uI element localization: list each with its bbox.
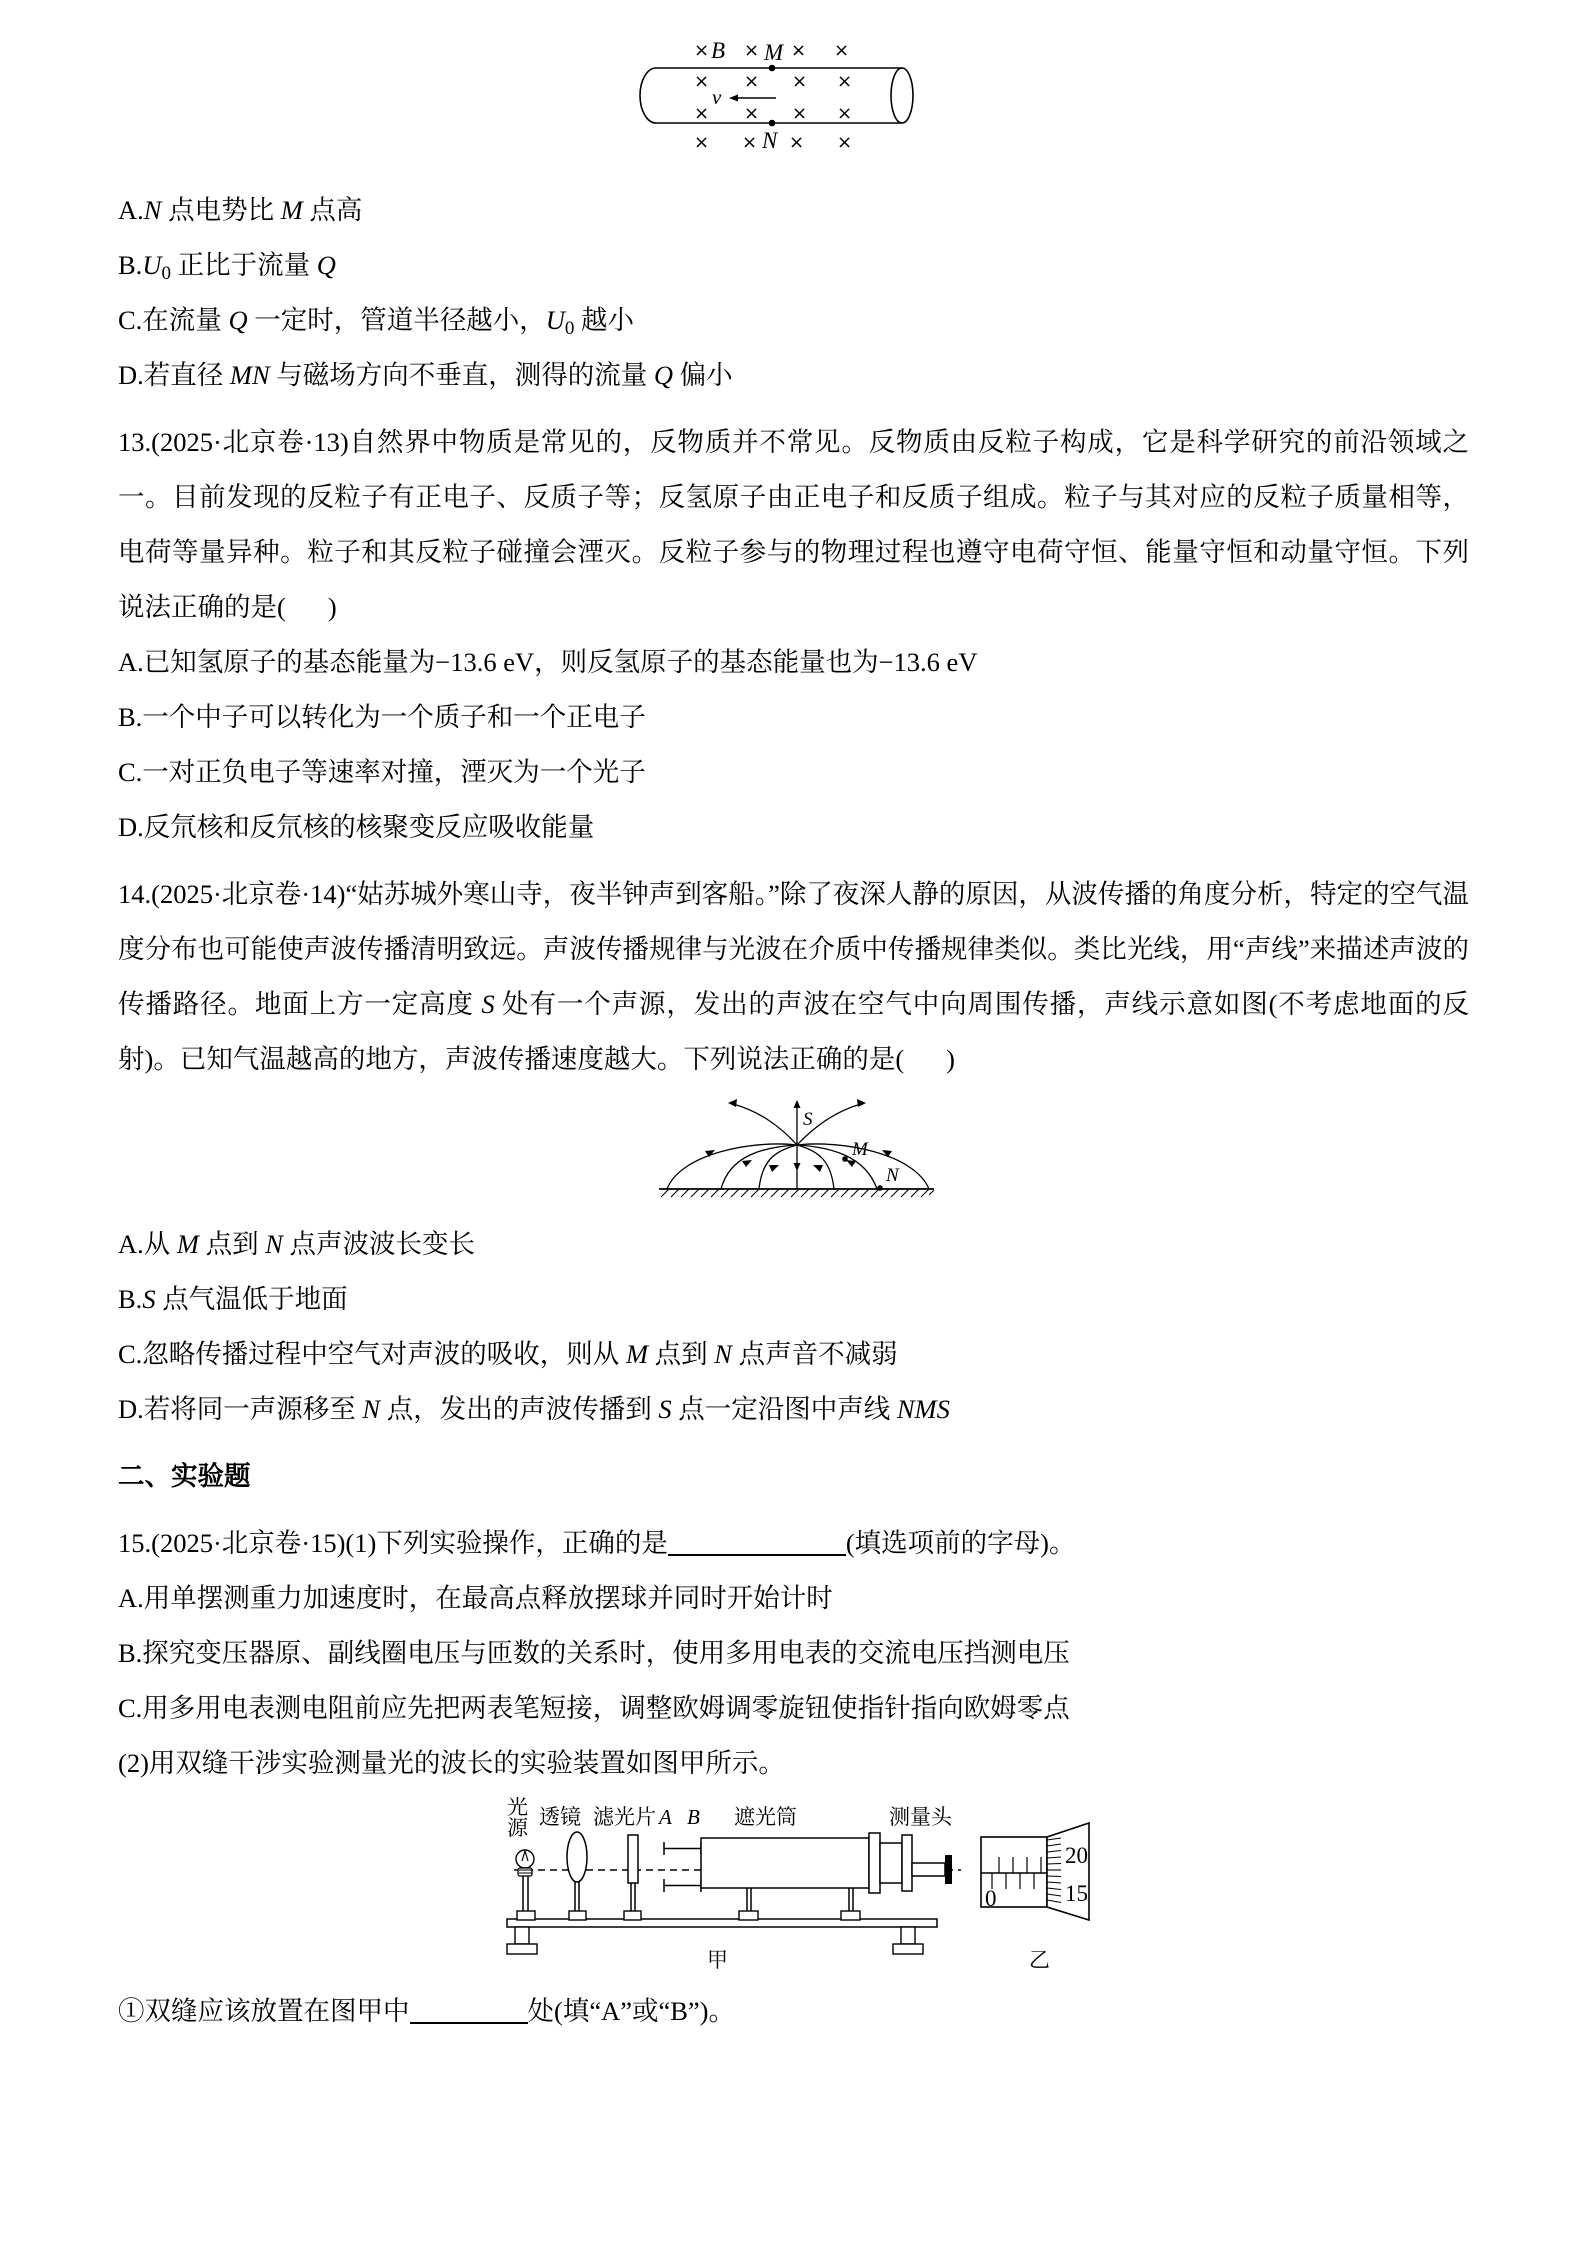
q14-body: 14.(2025·北京卷·14)“姑苏城外寒山寺，夜半钟声到客船。”除了夜深人静的原因，从波传播的角度分析，特定的空气温度分布也可能使声波传播清明致远。声波传播规律与光波在介质中传播规律类似。类比光线，用“声线”来描述声波的传播路径。地面上方一定高度 S 处有一个声源，发出的声波在空气中向周围传播，声线示意如图(不考虑地面的反射)。已知气温越高的地方，声波传播速度越大。下列说法正确的是( ) bbox=[118, 879, 1470, 1074]
q14-gap bbox=[118, 855, 1469, 867]
point-dot-n bbox=[877, 1185, 883, 1191]
sound-ray-left-3 bbox=[759, 1145, 797, 1189]
q15-prompt-suffix: (填选项前的字母)。 bbox=[845, 1528, 1076, 1558]
top-spacer bbox=[118, 0, 1469, 28]
q15-sub1-line bbox=[118, 1984, 1469, 2039]
answer-blank-2[interactable] bbox=[410, 2022, 528, 2024]
figure-sound-rays bbox=[118, 1093, 1469, 1211]
point-dot-m bbox=[768, 65, 775, 72]
sound-ray-svg bbox=[629, 1093, 959, 1211]
label-light-source: 光 bbox=[506, 1797, 528, 1819]
pipe-right-ellipse bbox=[891, 68, 913, 123]
cross-icon: × bbox=[791, 71, 807, 92]
q15-gap bbox=[118, 1504, 1469, 1516]
cross-icon: × bbox=[836, 103, 852, 124]
sound-ray-upper-left bbox=[733, 1104, 797, 1145]
cross-icon: × bbox=[836, 71, 852, 92]
q15-option-b: B.探究变压器原、副线圈电压与匝数的关系时，使用多用电表的交流电压挡测电压 bbox=[118, 1638, 1070, 1668]
label-position-b: B bbox=[686, 1805, 700, 1829]
figure-caption-yi: 乙 bbox=[1028, 1948, 1050, 1972]
cross-icon: × bbox=[693, 71, 709, 92]
label-filter: 滤光片 bbox=[592, 1805, 656, 1829]
source-label-s: S bbox=[802, 1109, 812, 1130]
ray-arrow-head bbox=[793, 1100, 800, 1108]
bench-foot-left-base bbox=[507, 1944, 537, 1954]
cross-icon: × bbox=[743, 103, 759, 124]
optical-bench-svg bbox=[489, 1797, 1099, 1972]
cross-icon: × bbox=[791, 103, 807, 124]
light-source-bulb bbox=[516, 1850, 535, 1920]
ray-arrow-head bbox=[742, 1160, 752, 1167]
cross-icon: × bbox=[790, 40, 806, 61]
sub1-gap bbox=[118, 1972, 1469, 1984]
velocity-arrow-head bbox=[729, 95, 738, 102]
cross-icon: × bbox=[788, 132, 804, 153]
q12-option-a: A.N 点电势比 M 点高 bbox=[118, 195, 363, 225]
cross-icon: × bbox=[743, 40, 759, 61]
q13-gap bbox=[118, 403, 1469, 415]
figure-gap bbox=[118, 163, 1469, 183]
ray-arrow-head bbox=[793, 1163, 800, 1171]
position-bracket-b bbox=[664, 1879, 701, 1892]
section-heading-experiment: 二、实验题 bbox=[118, 1461, 251, 1491]
light-shield-tube bbox=[701, 1838, 869, 1920]
answer-blank-1[interactable] bbox=[668, 1554, 846, 1556]
velocity-label-v: v bbox=[711, 85, 721, 109]
flowmeter-svg bbox=[584, 28, 1004, 163]
figure-flowmeter-pipe bbox=[118, 28, 1469, 163]
ray-arrow-head bbox=[857, 1099, 866, 1107]
q14-option-c: C.忽略传播过程中空气对声波的吸收，则从 M 点到 N 点声音不减弱 bbox=[118, 1339, 898, 1369]
figure-double-slit-apparatus bbox=[118, 1797, 1469, 1972]
ground-hatching bbox=[661, 1189, 934, 1197]
q13-option-a: A.已知氢原子的基态能量为−13.6 eV，则反氢原子的基态能量也为−13.6 eV bbox=[118, 647, 978, 677]
label-position-a: A bbox=[658, 1805, 672, 1829]
q15-option-a: A.用单摆测重力加速度时，在最高点释放摆球并同时开始计时 bbox=[118, 1583, 833, 1613]
label-shield-tube: 遮光筒 bbox=[733, 1805, 797, 1829]
label-light-source-2: 源 bbox=[506, 1816, 528, 1840]
figure-caption-jia: 甲 bbox=[706, 1948, 728, 1972]
bench-foot-right-base bbox=[893, 1944, 923, 1954]
cross-icon: × bbox=[693, 103, 709, 124]
cross-icon: × bbox=[836, 132, 852, 153]
point-label-n: N bbox=[761, 128, 777, 153]
label-measuring-head: 测量头 bbox=[888, 1805, 952, 1829]
q15-sub1-prefix: ①双缝应该放置在图甲中 bbox=[118, 1996, 410, 2026]
q15-option-c: C.用多用电表测电阻前应先把两表笔短接，调整欧姆调零旋钮使指针指向欧姆零点 bbox=[118, 1693, 1070, 1723]
q14-option-d: D.若将同一声源移至 N 点，发出的声波传播到 S 点一定沿图中声线 NMS bbox=[118, 1394, 950, 1424]
field-label-b: B bbox=[710, 38, 725, 63]
point-label-m: M bbox=[763, 40, 783, 65]
label-lens: 透镜 bbox=[538, 1805, 581, 1829]
cross-icon: × bbox=[833, 40, 849, 61]
q13-option-d: D.反氘核和反氘核的核聚变反应吸收能量 bbox=[118, 812, 595, 842]
filter-element bbox=[624, 1835, 641, 1920]
point-label-m: M bbox=[851, 1139, 868, 1160]
point-label-n: N bbox=[885, 1165, 899, 1186]
q14-option-a: A.从 M 点到 N 点声波波长变长 bbox=[118, 1229, 476, 1259]
point-dot-n bbox=[768, 120, 775, 127]
cross-icon: × bbox=[741, 132, 757, 153]
ray-arrow-head bbox=[728, 1099, 737, 1107]
bench-foot-right-post bbox=[901, 1927, 915, 1944]
q12-option-c: C.在流量 Q 一定时，管道半径越小，$U_0$ 越小 bbox=[118, 305, 635, 339]
q12-option-d: D.若直径 MN 与磁场方向不垂直，测得的流量 Q 偏小 bbox=[118, 360, 733, 390]
micrometer-scale bbox=[981, 1823, 1089, 1972]
q15-prompt-text: 15.(2025·北京卷·15)(1)下列实验操作，正确的是 bbox=[118, 1528, 668, 1558]
section2-gap bbox=[118, 1437, 1469, 1449]
ray-arrow-head bbox=[846, 1160, 856, 1167]
q14-option-b: B.S 点气温低于地面 bbox=[118, 1284, 348, 1314]
q13-option-c: C.一对正负电子等速率对撞，湮灭为一个光子 bbox=[118, 757, 646, 787]
ray-arrow-head bbox=[813, 1165, 823, 1172]
q15-part2-line: (2)用双缝干涉实验测量光的波长的实验装置如图甲所示。 bbox=[118, 1748, 785, 1778]
scale-label-0: 0 bbox=[984, 1886, 996, 1911]
q13-body: 13.(2025·北京卷·13)自然界中物质是常见的，反物质并不常见。反物质由反粒子构成，它是科学研究的前沿领域之一。目前发现的反粒子有正电子、反质子等；反氢原子由正电子和反质子组成。粒子与其对应的反粒子质量相等，电荷等量异种。粒子和其反粒子碰撞会湮灭。反粒子参与的物理过程也遵守电荷守恒、能量守恒和动量守恒。下列说法正确的是( ) bbox=[118, 427, 1469, 622]
pipe-left-cap bbox=[640, 68, 656, 123]
bench-foot-left-post bbox=[515, 1927, 529, 1944]
q12-option-b: $B.U_0$ 正比于流量 Q bbox=[118, 250, 336, 284]
scale-label-20: 20 bbox=[1064, 1843, 1088, 1868]
measuring-head bbox=[869, 1833, 952, 1893]
scale-label-15: 15 bbox=[1064, 1881, 1088, 1906]
sound-ray-left-2 bbox=[721, 1145, 797, 1189]
q13-option-b: B.一个中子可以转化为一个质子和一个正电子 bbox=[118, 702, 646, 732]
cross-icon: × bbox=[693, 132, 709, 153]
cross-icon: × bbox=[743, 71, 759, 92]
cross-icon: × bbox=[693, 40, 709, 61]
position-bracket-a bbox=[664, 1842, 701, 1855]
ray-arrow-head bbox=[769, 1165, 779, 1172]
measuring-head-knob bbox=[945, 1855, 952, 1884]
q15-sub1-suffix: 处(填“A”或“B”)。 bbox=[527, 1996, 736, 2026]
lens-element bbox=[567, 1832, 587, 1920]
point-dot-m bbox=[842, 1156, 848, 1162]
q15-part1-prompt bbox=[118, 1516, 1469, 1571]
